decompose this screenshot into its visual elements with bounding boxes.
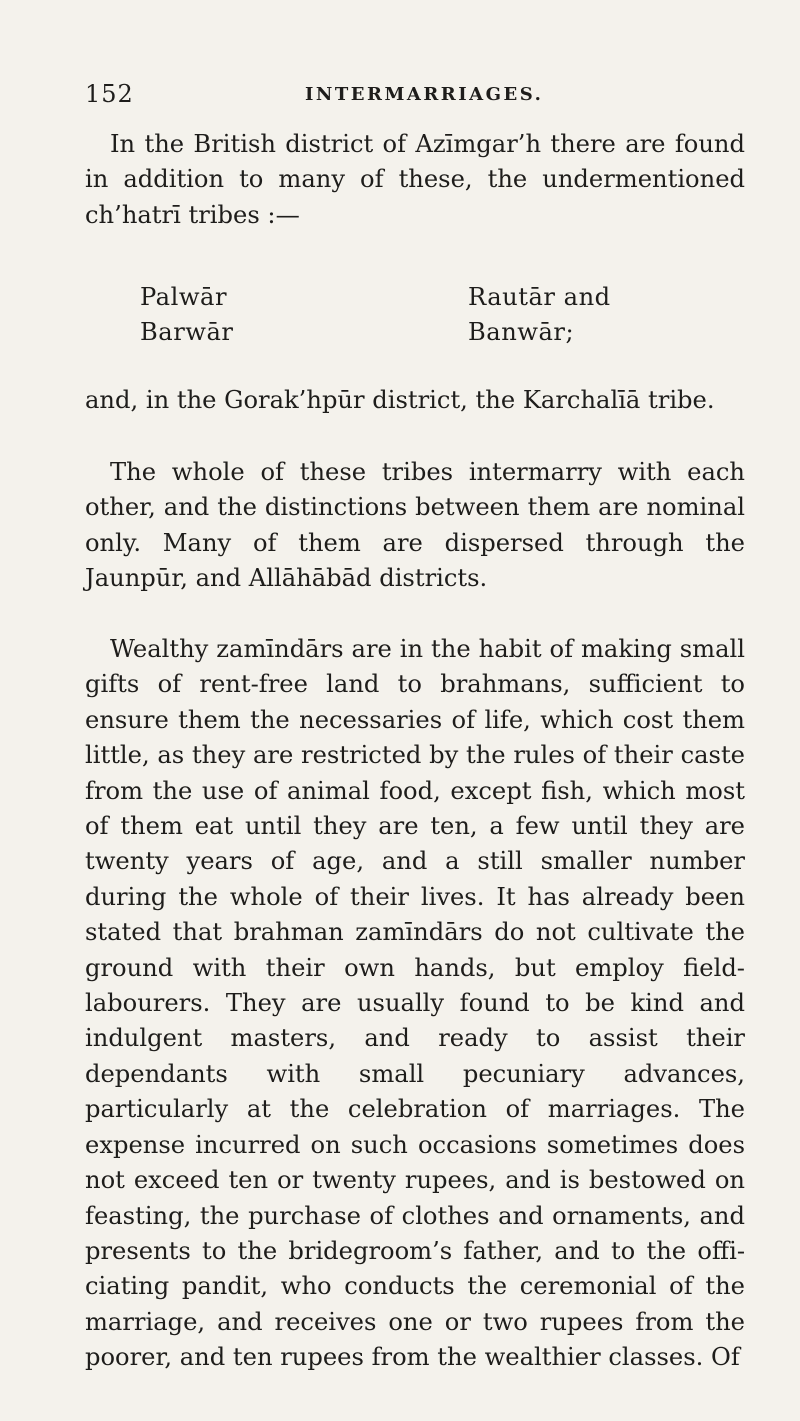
paragraph-azimgarh: In the British district of Azīmgar’h there are found in addition to many of these, the undermentioned ch’hatrī tribes :—	[85, 130, 745, 229]
running-head: INTERMARRIAGES.	[305, 84, 544, 105]
tribe-rautar: Rautār and	[468, 283, 611, 311]
tribe-palwar: Palwār	[140, 283, 228, 311]
paragraph-intermarry: The whole of these tribes intermarry with each other, and the distinctions between them are nominal only. Many of them are dispersed through the Jaunpūr, and Allāhābād districts.	[85, 458, 745, 593]
tribe-barwar: Barwār	[140, 318, 234, 346]
page-number: 152	[85, 80, 134, 108]
paragraph-zamindars: Wealthy zamīndārs are in the habit of making small gifts of rent-free land to brahmans, sufficient to ensure them the necessaries of life, which cost them little, as they are restricted by the rules of their caste from the use of animal food, except fish, which most of them eat until they are ten, a few until they are twenty years of age, and a still smaller number during the whole of their lives. It has already been stated that brahman zamīndārs do not cultivate the ground with their own hands, but employ field-labourers. They are usually found to be kind and indulgent masters, and ready to assist their dependants with small pecuniary advances, particularly at the celebration of marriages. The expense incurred on such occasions sometimes does not exceed ten or twenty rupees, and is bestowed on feasting, the purchase of clothes and ornaments, and presents to the bridegroom’s father, and to the officiating pandit, who conducts the ceremonial of the marriage, and receives one or two rupees from the poorer, and ten rupees from the wealthier classes. Of	[85, 635, 745, 1372]
tribe-list	[140, 280, 660, 360]
paragraph-karchalia: and, in the Gorak’hpūr district, the Karchalīā tribe.	[85, 386, 715, 414]
page-header	[85, 80, 745, 120]
tribe-banwar: Banwār;	[468, 318, 575, 346]
